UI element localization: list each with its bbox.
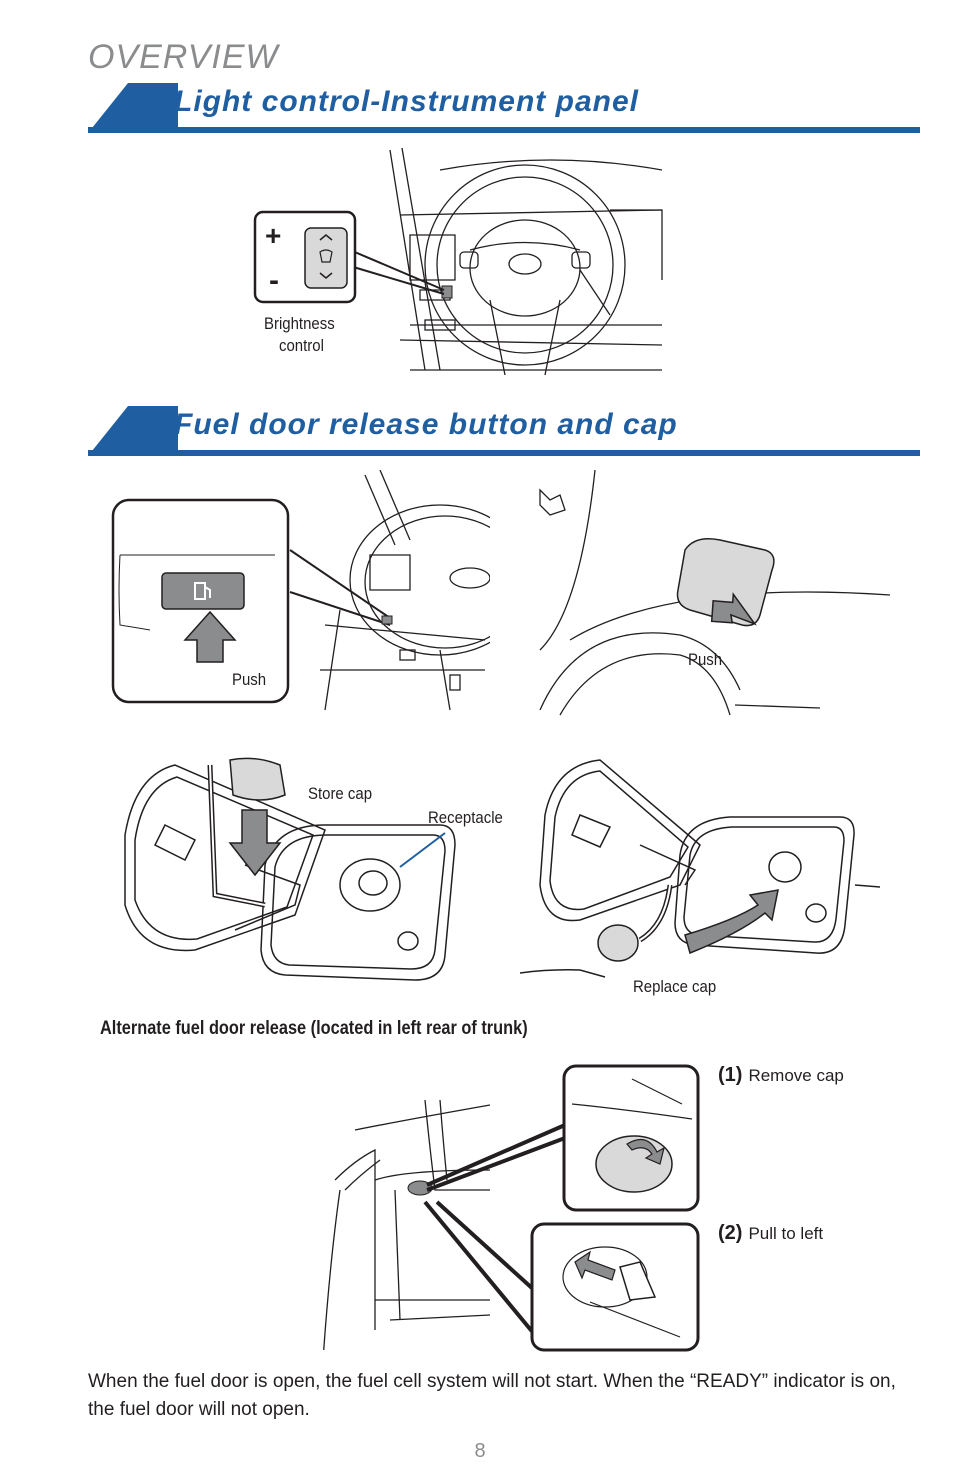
store-arrow-icon <box>230 810 280 875</box>
replace-arrow-icon <box>685 890 778 953</box>
page-heading: OVERVIEW <box>88 38 279 76</box>
step-2-text: Pull to left <box>748 1224 824 1243</box>
replace-cap-illustration <box>520 755 890 995</box>
pull-left-callout <box>530 1222 700 1352</box>
alternate-release-caption: Alternate fuel door release (located in left rear of trunk) <box>100 1018 528 1039</box>
page-number: 8 <box>474 1440 486 1462</box>
replace-cap-label: Replace cap <box>633 977 717 996</box>
step-1 <box>718 1064 844 1087</box>
section-header-wedge <box>88 406 178 456</box>
brightness-plus-symbol: + <box>265 220 282 251</box>
fuel-cap <box>598 925 638 961</box>
section-header-rule <box>88 450 920 456</box>
step-1-number: (1) <box>718 1064 743 1086</box>
brightness-minus-symbol: - <box>269 264 279 297</box>
remove-cap-callout <box>562 1064 702 1214</box>
brightness-label-line1: Brightness <box>264 314 335 333</box>
store-cap-illustration <box>115 755 475 990</box>
section-title-fuel-door: Fuel door release button and cap <box>174 408 678 441</box>
section-header-wedge <box>88 83 178 133</box>
push-label-button: Push <box>232 670 267 689</box>
step-1-text: Remove cap <box>748 1066 844 1085</box>
brightness-label-line2: control <box>279 336 324 355</box>
section-header-fuel-door <box>88 406 920 456</box>
brightness-switch <box>305 228 347 288</box>
store-cap-label: Store cap <box>308 784 373 803</box>
step-2-number: (2) <box>718 1222 743 1244</box>
fuel-door-exterior-illustration <box>520 470 900 720</box>
fuel-release-button-illustration <box>110 470 490 720</box>
fuel-door-button <box>162 573 244 609</box>
section-header-light-control <box>88 83 920 133</box>
step-2 <box>718 1222 823 1245</box>
section-title-light-control: Light control-Instrument panel <box>174 85 639 118</box>
receptacle-leader-line <box>400 833 445 867</box>
fuel-cap <box>230 758 285 800</box>
receptacle-label: Receptacle <box>428 808 503 827</box>
section-header-rule <box>88 127 920 133</box>
push-label-door: Push <box>688 650 723 669</box>
fuel-door-note: When the fuel door is open, the fuel cell system will not start. When the “READY” indicator is on, the fuel door will not open. <box>88 1371 896 1420</box>
